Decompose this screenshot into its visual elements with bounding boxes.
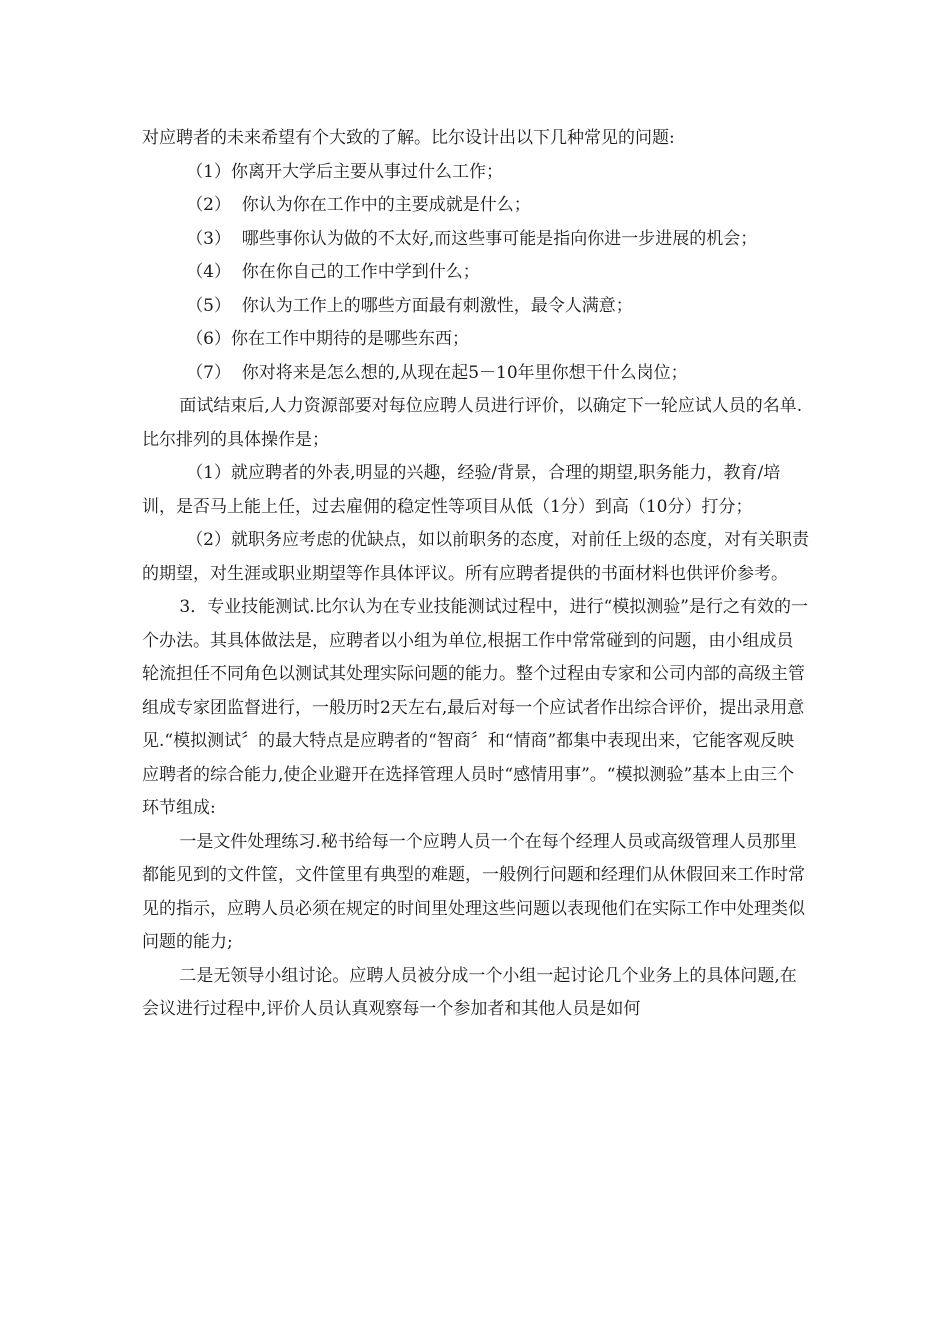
- question-item-1: （1）你离开大学后主要从事过什么工作；: [186, 161, 504, 182]
- question-item-6: （6）你在工作中期待的是哪些东西；: [186, 329, 470, 349]
- document-body: [142, 122, 810, 1027]
- evaluation-item-1: （1）就应聘者的外表,明显的兴趣，经验/背景，合理的期望,职务能力，教育/培训，是否马上能上任，过去雇佣的稳定性等项目从低（1分）到高（10分）打分；: [142, 463, 781, 517]
- question-item-4: （4） 你在你自己的工作中学到什么；: [186, 262, 480, 282]
- question-item-7: （7） 你对将来是怎么想的,从现在起5－10年里你想干什么岗位；: [186, 362, 688, 383]
- paragraph-intro: 对应聘者的未来希望有个大致的了解。比尔设计出以下几种常见的问题:: [142, 128, 675, 148]
- paragraph-file-exercise: 一是文件处理练习.秘书给每一个应聘人员一个在每个经理人员或高级管理人员那里都能见到的文件筐，文件筐里有典型的难题，一般例行问题和经理们从休假回来工作时常见的指示，应聘人员必须在规定的时间里处理这些问题以表现他们在实际工作中处理类似问题的能力;: [142, 831, 805, 952]
- paragraph-skill-test: 3．专业技能测试.比尔认为在专业技能测试过程中，进行“模拟测验”是行之有效的一个办法。其具体做法是，应聘者以小组为单位,根据工作中常常碰到的问题，由小组成员轮流担任不同角色以测试其处理实际问题的能力。整个过程由专家和公司内部的高级主管组成专家团监督进行，一般历时2天左右,最后对每一个应试者作出综合评价，提出录用意见.“模拟测试〞的最大特点是应聘者的“智商〞和“情商”都集中表现出来，它能客观反映应聘者的综合能力,使企业避开在选择管理人员时“感情用事”。“模拟测验”基本上由三个环节组成:: [142, 597, 808, 818]
- paragraph-group-discussion: 二是无领导小组讨论。应聘人员被分成一个小组一起讨论几个业务上的具体问题,在会议进行过程中,评价人员认真观察每一个参加者和其他人员是如何: [142, 965, 797, 1019]
- question-item-3: （3） 哪些事你认为做的不太好,而这些事可能是指向你进一步进展的机会；: [186, 228, 758, 249]
- evaluation-item-2: （2）就职务应考虑的优缺点，如以前职务的态度，对前任上级的态度，对有关职责的期望，对生涯或职业期望等作具体评议。所有应聘者提供的书面材料也供评价参考。: [142, 530, 810, 584]
- question-item-2: （2） 你认为你在工作中的主要成就是什么；: [186, 195, 531, 215]
- paragraph-evaluation: 面试结束后,人力资源部要对每位应聘人员进行评价，以确定下一轮应试人员的名单.比尔排列的具体操作是；: [142, 396, 803, 450]
- question-item-5: （5） 你认为工作上的哪些方面最有刺激性，最令人满意；: [186, 295, 633, 316]
